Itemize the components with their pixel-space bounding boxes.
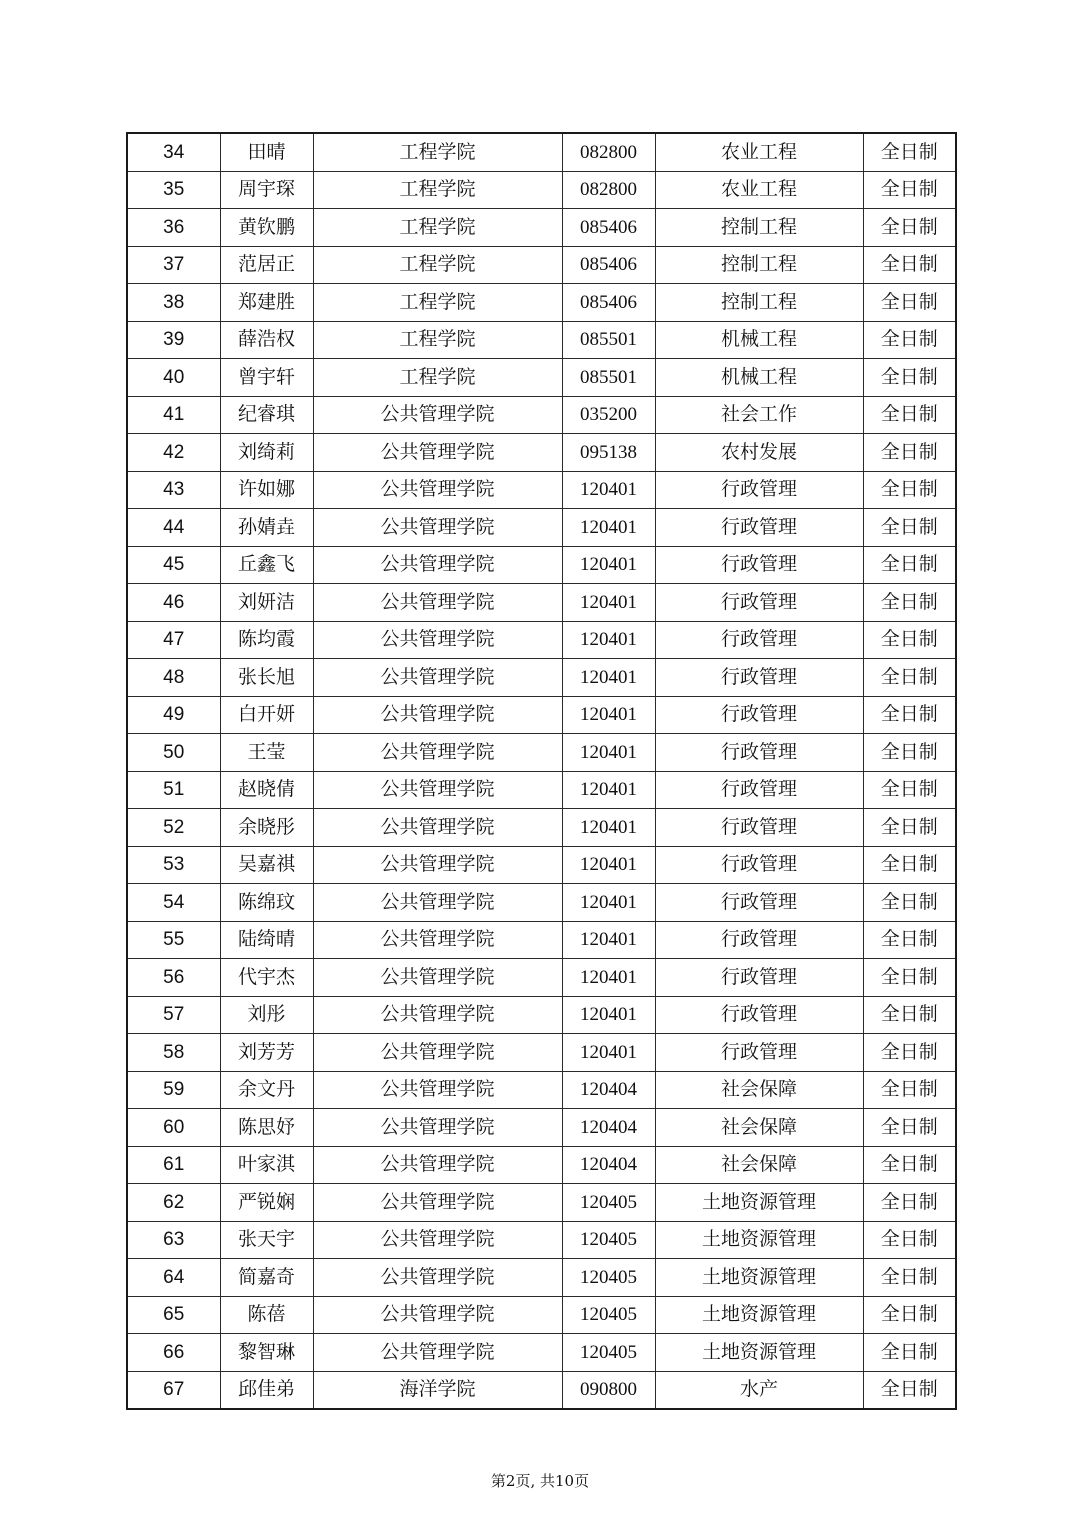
- table-row: [127, 171, 956, 209]
- student-list-table: [126, 132, 957, 1410]
- cell-study-mode: 全日制: [863, 1259, 956, 1297]
- cell-name: 黎智琳: [220, 1334, 313, 1372]
- cell-major: 机械工程: [655, 321, 863, 359]
- cell-study-mode: 全日制: [863, 1334, 956, 1372]
- cell-major-code: 120404: [562, 1071, 655, 1109]
- cell-number: 49: [127, 696, 220, 734]
- cell-college: 公共管理学院: [313, 509, 562, 547]
- cell-major-code: 120405: [562, 1221, 655, 1259]
- cell-major: 行政管理: [655, 1034, 863, 1072]
- cell-college: 公共管理学院: [313, 471, 562, 509]
- cell-name: 薛浩权: [220, 321, 313, 359]
- cell-college: 工程学院: [313, 359, 562, 397]
- cell-college: 工程学院: [313, 171, 562, 209]
- cell-college: 工程学院: [313, 246, 562, 284]
- cell-number: 61: [127, 1146, 220, 1184]
- cell-major: 控制工程: [655, 284, 863, 322]
- cell-number: 47: [127, 621, 220, 659]
- cell-major-code: 090800: [562, 1371, 655, 1409]
- cell-study-mode: 全日制: [863, 1071, 956, 1109]
- cell-college: 公共管理学院: [313, 1071, 562, 1109]
- cell-major-code: 095138: [562, 434, 655, 472]
- cell-number: 52: [127, 809, 220, 847]
- cell-major-code: 120401: [562, 546, 655, 584]
- cell-number: 56: [127, 959, 220, 997]
- cell-name: 余晓彤: [220, 809, 313, 847]
- cell-name: 陈蓓: [220, 1296, 313, 1334]
- cell-major-code: 120401: [562, 846, 655, 884]
- cell-number: 51: [127, 771, 220, 809]
- cell-study-mode: 全日制: [863, 509, 956, 547]
- table-row: [127, 884, 956, 922]
- cell-name: 邱佳弟: [220, 1371, 313, 1409]
- cell-major-code: 120401: [562, 621, 655, 659]
- cell-name: 孙婧垚: [220, 509, 313, 547]
- cell-major: 农业工程: [655, 171, 863, 209]
- cell-college: 公共管理学院: [313, 1259, 562, 1297]
- cell-major-code: 120404: [562, 1109, 655, 1147]
- cell-college: 公共管理学院: [313, 546, 562, 584]
- cell-major: 行政管理: [655, 546, 863, 584]
- cell-college: 公共管理学院: [313, 696, 562, 734]
- cell-study-mode: 全日制: [863, 921, 956, 959]
- cell-major: 行政管理: [655, 884, 863, 922]
- cell-college: 工程学院: [313, 284, 562, 322]
- cell-major: 行政管理: [655, 734, 863, 772]
- cell-name: 田晴: [220, 133, 313, 171]
- cell-major-code: 120405: [562, 1184, 655, 1222]
- cell-major-code: 085501: [562, 321, 655, 359]
- cell-major: 行政管理: [655, 696, 863, 734]
- cell-number: 60: [127, 1109, 220, 1147]
- cell-number: 67: [127, 1371, 220, 1409]
- table-row: [127, 284, 956, 322]
- cell-study-mode: 全日制: [863, 133, 956, 171]
- cell-number: 63: [127, 1221, 220, 1259]
- table-row: [127, 1296, 956, 1334]
- cell-number: 66: [127, 1334, 220, 1372]
- cell-major-code: 085406: [562, 209, 655, 247]
- cell-college: 公共管理学院: [313, 884, 562, 922]
- cell-major: 社会保障: [655, 1071, 863, 1109]
- table-row: [127, 359, 956, 397]
- table-row: [127, 1184, 956, 1222]
- cell-major-code: 120401: [562, 471, 655, 509]
- cell-study-mode: 全日制: [863, 434, 956, 472]
- cell-study-mode: 全日制: [863, 471, 956, 509]
- cell-study-mode: 全日制: [863, 809, 956, 847]
- cell-college: 公共管理学院: [313, 809, 562, 847]
- cell-number: 55: [127, 921, 220, 959]
- cell-number: 59: [127, 1071, 220, 1109]
- cell-number: 58: [127, 1034, 220, 1072]
- cell-name: 陆绮晴: [220, 921, 313, 959]
- cell-name: 刘彤: [220, 996, 313, 1034]
- cell-major: 行政管理: [655, 996, 863, 1034]
- cell-study-mode: 全日制: [863, 396, 956, 434]
- cell-major-code: 035200: [562, 396, 655, 434]
- cell-major: 行政管理: [655, 921, 863, 959]
- cell-study-mode: 全日制: [863, 1034, 956, 1072]
- table-row: [127, 659, 956, 697]
- cell-number: 62: [127, 1184, 220, 1222]
- cell-college: 公共管理学院: [313, 1334, 562, 1372]
- cell-major-code: 120401: [562, 734, 655, 772]
- table-row: [127, 246, 956, 284]
- cell-college: 公共管理学院: [313, 1109, 562, 1147]
- table-row: [127, 734, 956, 772]
- cell-college: 公共管理学院: [313, 1296, 562, 1334]
- cell-name: 丘鑫飞: [220, 546, 313, 584]
- cell-major-code: 120401: [562, 996, 655, 1034]
- cell-name: 王莹: [220, 734, 313, 772]
- cell-major-code: 120401: [562, 959, 655, 997]
- table-row: [127, 996, 956, 1034]
- cell-number: 43: [127, 471, 220, 509]
- cell-college: 公共管理学院: [313, 584, 562, 622]
- cell-major: 社会工作: [655, 396, 863, 434]
- cell-name: 赵晓倩: [220, 771, 313, 809]
- table-row: [127, 621, 956, 659]
- cell-major-code: 120401: [562, 509, 655, 547]
- cell-major: 控制工程: [655, 246, 863, 284]
- cell-major: 社会保障: [655, 1146, 863, 1184]
- cell-number: 37: [127, 246, 220, 284]
- table-row: [127, 846, 956, 884]
- cell-name: 张长旭: [220, 659, 313, 697]
- cell-study-mode: 全日制: [863, 846, 956, 884]
- table-row: [127, 1109, 956, 1147]
- cell-study-mode: 全日制: [863, 771, 956, 809]
- cell-major-code: 120401: [562, 659, 655, 697]
- cell-college: 公共管理学院: [313, 434, 562, 472]
- cell-name: 吴嘉祺: [220, 846, 313, 884]
- table-row: [127, 509, 956, 547]
- cell-study-mode: 全日制: [863, 171, 956, 209]
- table-row: [127, 133, 956, 171]
- cell-major-code: 082800: [562, 171, 655, 209]
- table-row: [127, 1071, 956, 1109]
- cell-major: 机械工程: [655, 359, 863, 397]
- cell-study-mode: 全日制: [863, 246, 956, 284]
- table-row: [127, 209, 956, 247]
- cell-college: 公共管理学院: [313, 959, 562, 997]
- cell-college: 公共管理学院: [313, 1221, 562, 1259]
- cell-name: 张天宇: [220, 1221, 313, 1259]
- cell-number: 45: [127, 546, 220, 584]
- cell-college: 公共管理学院: [313, 621, 562, 659]
- cell-college: 公共管理学院: [313, 771, 562, 809]
- table-row: [127, 321, 956, 359]
- cell-college: 工程学院: [313, 133, 562, 171]
- cell-major: 土地资源管理: [655, 1221, 863, 1259]
- cell-study-mode: 全日制: [863, 1109, 956, 1147]
- cell-number: 38: [127, 284, 220, 322]
- cell-number: 50: [127, 734, 220, 772]
- cell-college: 公共管理学院: [313, 1034, 562, 1072]
- cell-study-mode: 全日制: [863, 1296, 956, 1334]
- table-row: [127, 959, 956, 997]
- cell-number: 41: [127, 396, 220, 434]
- cell-major: 农业工程: [655, 133, 863, 171]
- cell-major: 行政管理: [655, 809, 863, 847]
- cell-college: 公共管理学院: [313, 996, 562, 1034]
- table-row: [127, 1259, 956, 1297]
- table-row: [127, 771, 956, 809]
- cell-college: 公共管理学院: [313, 396, 562, 434]
- cell-college: 公共管理学院: [313, 846, 562, 884]
- cell-name: 曾宇轩: [220, 359, 313, 397]
- cell-college: 公共管理学院: [313, 659, 562, 697]
- cell-study-mode: 全日制: [863, 546, 956, 584]
- cell-major: 行政管理: [655, 959, 863, 997]
- cell-name: 陈均霞: [220, 621, 313, 659]
- cell-number: 36: [127, 209, 220, 247]
- cell-study-mode: 全日制: [863, 621, 956, 659]
- cell-name: 郑建胜: [220, 284, 313, 322]
- cell-study-mode: 全日制: [863, 321, 956, 359]
- cell-number: 53: [127, 846, 220, 884]
- table-row: [127, 1146, 956, 1184]
- cell-name: 刘妍洁: [220, 584, 313, 622]
- table-row: [127, 1371, 956, 1409]
- cell-major: 行政管理: [655, 846, 863, 884]
- cell-major: 行政管理: [655, 621, 863, 659]
- cell-name: 刘芳芳: [220, 1034, 313, 1072]
- cell-college: 工程学院: [313, 321, 562, 359]
- cell-study-mode: 全日制: [863, 996, 956, 1034]
- cell-study-mode: 全日制: [863, 959, 956, 997]
- cell-study-mode: 全日制: [863, 209, 956, 247]
- cell-major-code: 085501: [562, 359, 655, 397]
- cell-number: 64: [127, 1259, 220, 1297]
- cell-major: 水产: [655, 1371, 863, 1409]
- cell-number: 65: [127, 1296, 220, 1334]
- cell-number: 44: [127, 509, 220, 547]
- table-row: [127, 1221, 956, 1259]
- cell-name: 陈绵玟: [220, 884, 313, 922]
- cell-major-code: 120401: [562, 921, 655, 959]
- cell-study-mode: 全日制: [863, 284, 956, 322]
- cell-major: 土地资源管理: [655, 1296, 863, 1334]
- cell-name: 许如娜: [220, 471, 313, 509]
- cell-name: 纪睿琪: [220, 396, 313, 434]
- cell-number: 39: [127, 321, 220, 359]
- cell-major-code: 120405: [562, 1259, 655, 1297]
- cell-major-code: 085406: [562, 284, 655, 322]
- cell-name: 简嘉奇: [220, 1259, 313, 1297]
- cell-number: 42: [127, 434, 220, 472]
- cell-number: 34: [127, 133, 220, 171]
- cell-study-mode: 全日制: [863, 1221, 956, 1259]
- cell-major: 土地资源管理: [655, 1334, 863, 1372]
- cell-major-code: 120401: [562, 809, 655, 847]
- cell-name: 黄钦鹏: [220, 209, 313, 247]
- cell-major-code: 120401: [562, 696, 655, 734]
- cell-major: 农村发展: [655, 434, 863, 472]
- cell-major-code: 082800: [562, 133, 655, 171]
- table-row: [127, 1034, 956, 1072]
- cell-number: 35: [127, 171, 220, 209]
- cell-study-mode: 全日制: [863, 1184, 956, 1222]
- cell-number: 54: [127, 884, 220, 922]
- cell-major: 行政管理: [655, 471, 863, 509]
- cell-number: 40: [127, 359, 220, 397]
- cell-college: 公共管理学院: [313, 1184, 562, 1222]
- cell-study-mode: 全日制: [863, 584, 956, 622]
- cell-study-mode: 全日制: [863, 884, 956, 922]
- cell-major-code: 120401: [562, 1034, 655, 1072]
- cell-major-code: 120401: [562, 884, 655, 922]
- table-row: [127, 546, 956, 584]
- cell-college: 公共管理学院: [313, 734, 562, 772]
- cell-name: 陈思妤: [220, 1109, 313, 1147]
- cell-college: 海洋学院: [313, 1371, 562, 1409]
- page-number: 第2页, 共10页: [490, 1472, 590, 1490]
- cell-name: 白开妍: [220, 696, 313, 734]
- cell-major: 行政管理: [655, 659, 863, 697]
- table-row: [127, 1334, 956, 1372]
- cell-college: 公共管理学院: [313, 921, 562, 959]
- table-row: [127, 584, 956, 622]
- cell-name: 范居正: [220, 246, 313, 284]
- cell-study-mode: 全日制: [863, 734, 956, 772]
- cell-major: 行政管理: [655, 584, 863, 622]
- cell-major-code: 120404: [562, 1146, 655, 1184]
- cell-number: 46: [127, 584, 220, 622]
- cell-college: 工程学院: [313, 209, 562, 247]
- table-row: [127, 396, 956, 434]
- cell-name: 代宇杰: [220, 959, 313, 997]
- table-row: [127, 809, 956, 847]
- cell-name: 严锐娴: [220, 1184, 313, 1222]
- cell-major: 行政管理: [655, 509, 863, 547]
- cell-major: 土地资源管理: [655, 1259, 863, 1297]
- cell-major-code: 120401: [562, 584, 655, 622]
- table-row: [127, 696, 956, 734]
- cell-major-code: 120405: [562, 1296, 655, 1334]
- cell-major-code: 120405: [562, 1334, 655, 1372]
- cell-study-mode: 全日制: [863, 659, 956, 697]
- cell-major: 土地资源管理: [655, 1184, 863, 1222]
- cell-major: 控制工程: [655, 209, 863, 247]
- table-body: [127, 133, 956, 1409]
- table-row: [127, 471, 956, 509]
- cell-name: 周宇琛: [220, 171, 313, 209]
- cell-study-mode: 全日制: [863, 696, 956, 734]
- cell-major-code: 120401: [562, 771, 655, 809]
- cell-major: 社会保障: [655, 1109, 863, 1147]
- cell-name: 刘绮莉: [220, 434, 313, 472]
- cell-major: 行政管理: [655, 771, 863, 809]
- cell-major-code: 085406: [562, 246, 655, 284]
- cell-study-mode: 全日制: [863, 1371, 956, 1409]
- table-row: [127, 434, 956, 472]
- table-row: [127, 921, 956, 959]
- cell-study-mode: 全日制: [863, 1146, 956, 1184]
- cell-number: 57: [127, 996, 220, 1034]
- cell-name: 余文丹: [220, 1071, 313, 1109]
- cell-college: 公共管理学院: [313, 1146, 562, 1184]
- cell-number: 48: [127, 659, 220, 697]
- cell-name: 叶家淇: [220, 1146, 313, 1184]
- cell-study-mode: 全日制: [863, 359, 956, 397]
